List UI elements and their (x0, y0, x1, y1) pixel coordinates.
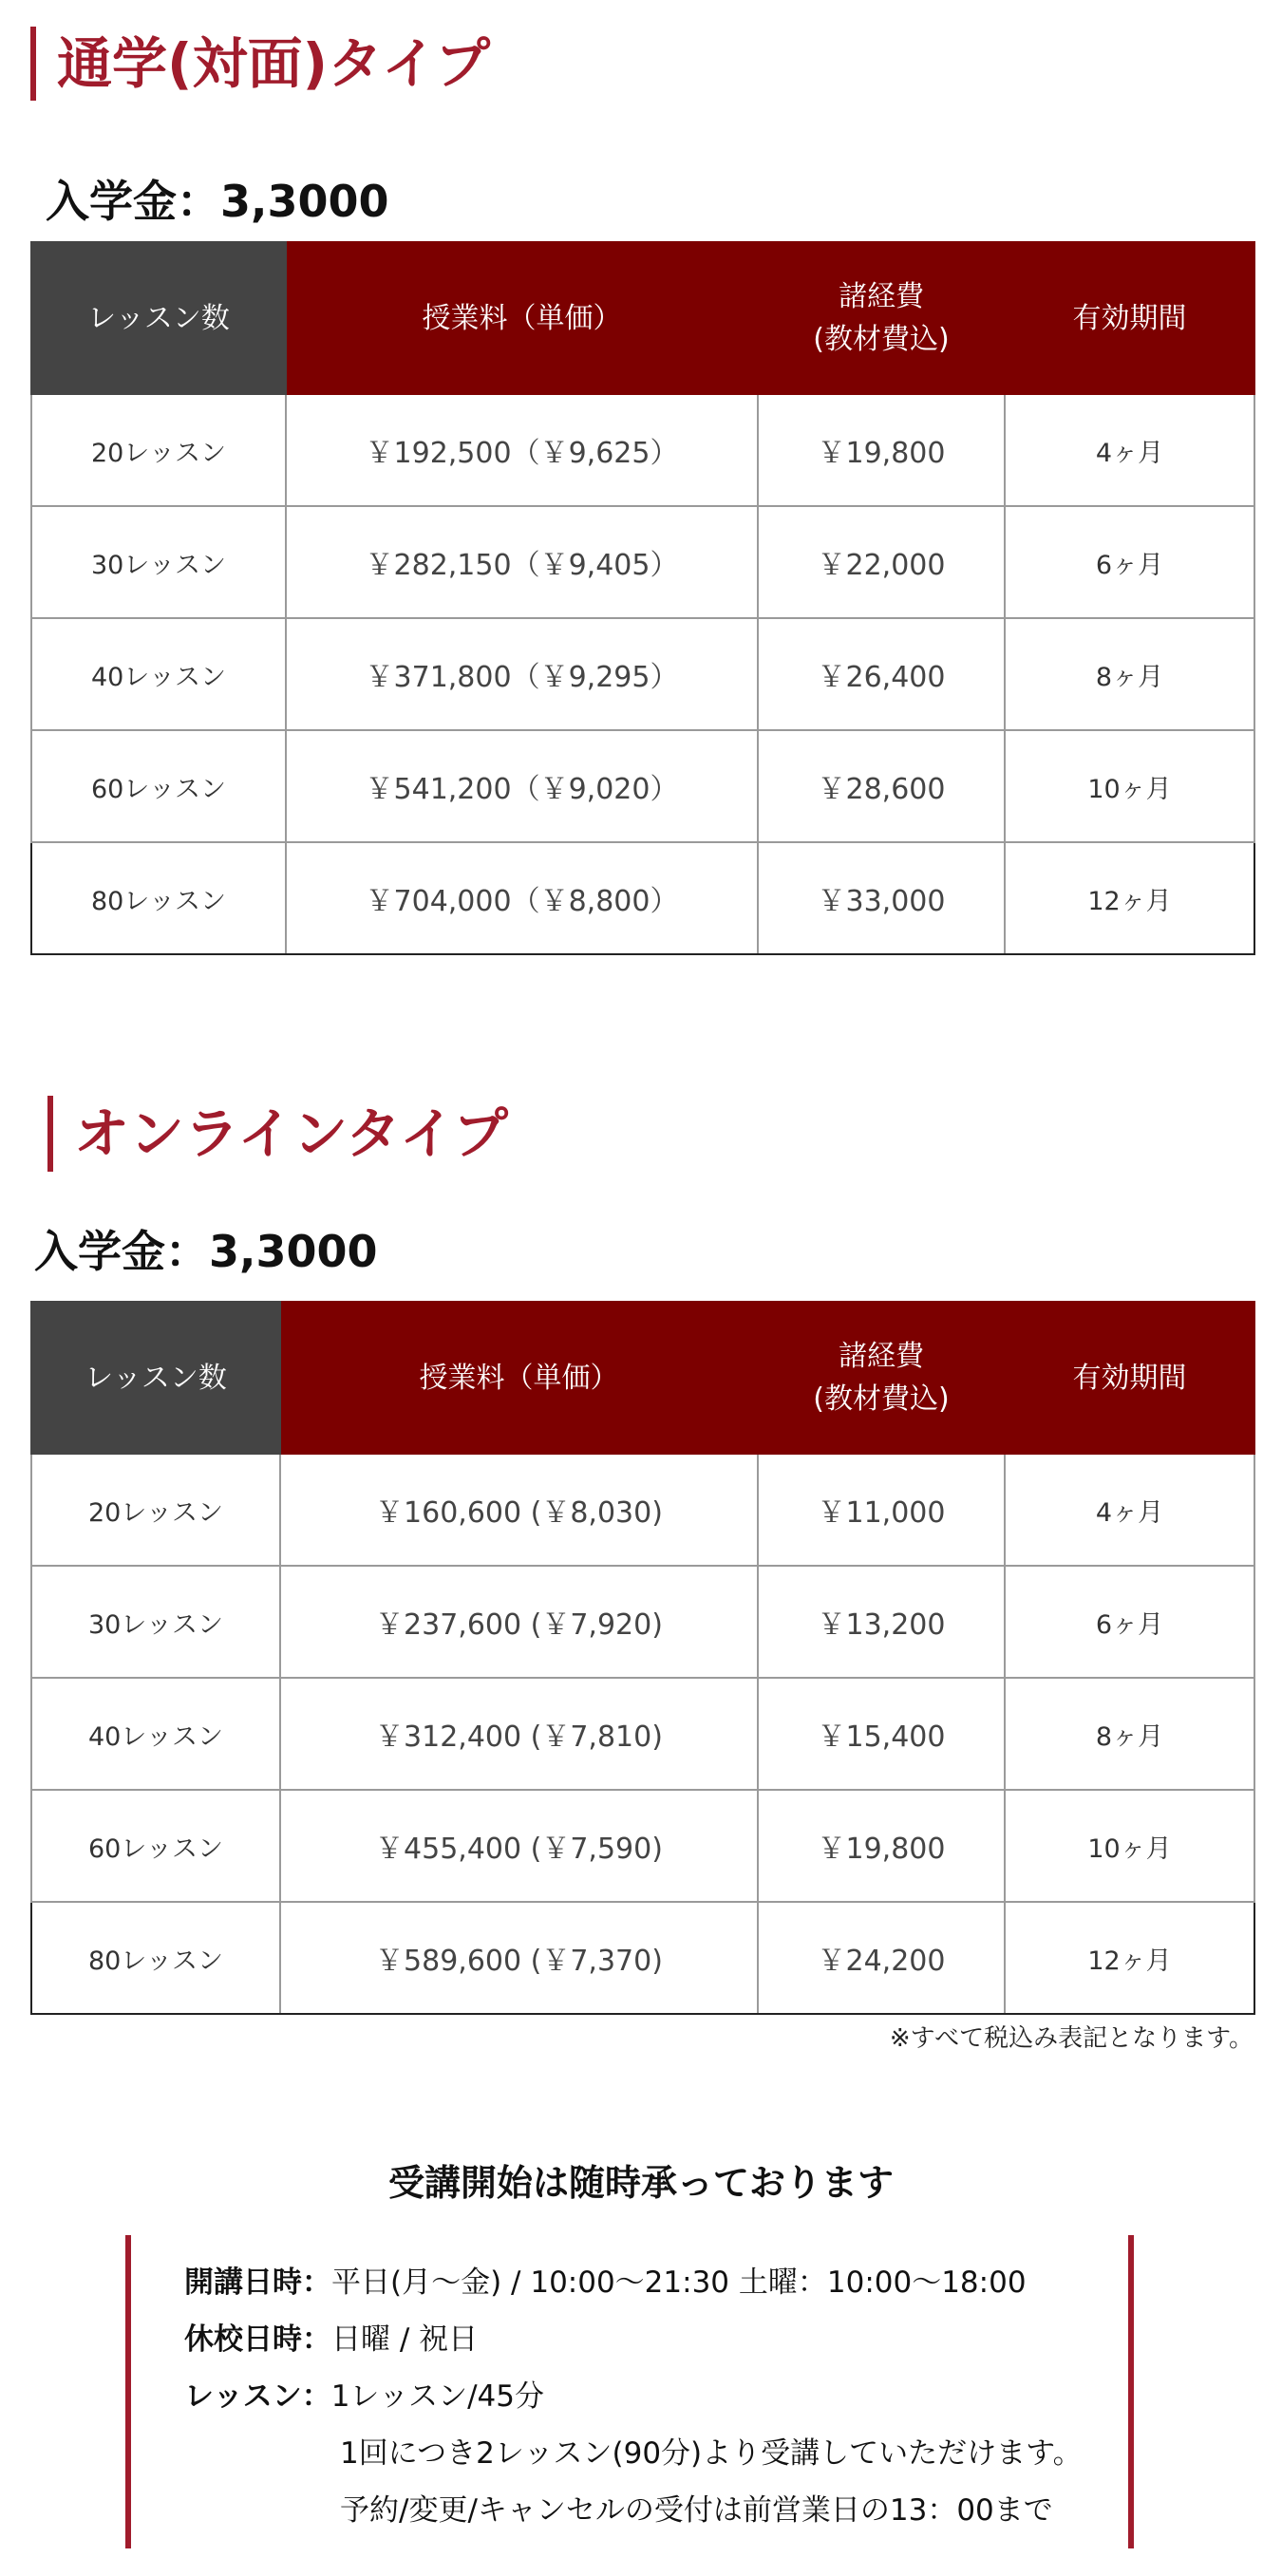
hours-value: 平日(月〜金) / 10:00〜21:30 土曜：10:00〜18:00 (331, 2266, 1027, 2300)
notice-title: 受講開始は随時承っております (387, 2162, 894, 2204)
header-period: 有効期間 (1005, 1302, 1254, 1454)
cell-fee: ￥371,800（￥9,295） (286, 618, 758, 730)
table-row (31, 506, 1254, 618)
header-misc-line2: (教材費込) (813, 1382, 950, 1416)
cell-misc: ￥15,400 (758, 1678, 1005, 1790)
lesson-value: 1レッスン/45分 (330, 2379, 545, 2414)
closed-label: 休校日時： (184, 2322, 331, 2357)
closed-value: 日曜 / 祝日 (331, 2322, 479, 2357)
section-title-online (47, 1096, 508, 1172)
cell-misc: ￥11,000 (758, 1454, 1005, 1566)
section-title-text: オンラインタイプ (74, 1101, 509, 1166)
entry-fee-online: 入学金：3,3000 (34, 1226, 378, 1277)
cell-misc: ￥24,200 (758, 1902, 1005, 2014)
cell-misc: ￥22,000 (758, 506, 1005, 618)
cell-misc: ￥19,800 (758, 1790, 1005, 1902)
cell-lessons: 80レッスン (31, 842, 286, 954)
cell-fee: ￥312,400 (￥7,810) (280, 1678, 758, 1790)
info-row-closed (184, 2315, 478, 2358)
cell-period: 10ヶ月 (1005, 1790, 1254, 1902)
header-misc-line1: 諸経費 (839, 1340, 924, 1373)
cell-lessons: 60レッスン (31, 730, 286, 842)
table-row (31, 1566, 1254, 1678)
hours-label: 開講日時： (184, 2266, 331, 2300)
entry-fee-in-person: 入学金：3,3000 (46, 176, 389, 227)
cell-fee: ￥192,500（￥9,625） (286, 394, 758, 506)
cell-fee: ￥455,400 (￥7,590) (280, 1790, 758, 1902)
table-row (31, 1902, 1254, 2014)
lesson-note-2: 予約/変更/キャンセルの受付は前営業日の13：00まで (340, 2493, 1053, 2528)
info-row-lesson (184, 2372, 544, 2415)
lesson-label: レッスン： (184, 2379, 331, 2414)
header-period: 有効期間 (1005, 242, 1254, 394)
table-row (31, 1454, 1254, 1566)
cell-lessons: 30レッスン (31, 1566, 280, 1678)
header-misc (758, 1302, 1005, 1454)
cell-period: 12ヶ月 (1005, 842, 1254, 954)
table-row (31, 842, 1254, 954)
notice-box (125, 2235, 1134, 2548)
header-misc-line1: 諸経費 (839, 280, 924, 313)
table-header-row (31, 1302, 1254, 1454)
cell-period: 8ヶ月 (1005, 1678, 1254, 1790)
cell-lessons: 30レッスン (31, 506, 286, 618)
table-row (31, 1678, 1254, 1790)
header-fee: 授業料（単価） (280, 1302, 758, 1454)
price-table-in-person (30, 241, 1255, 955)
table-row (31, 394, 1254, 506)
header-misc (758, 242, 1005, 394)
price-table-online (30, 1301, 1255, 2015)
table-row (31, 618, 1254, 730)
table-row (31, 730, 1254, 842)
cell-fee: ￥541,200（￥9,020） (286, 730, 758, 842)
table-header-row (31, 242, 1254, 394)
cell-period: 4ヶ月 (1005, 394, 1254, 506)
cell-lessons: 20レッスン (31, 1454, 280, 1566)
cell-period: 6ヶ月 (1005, 1566, 1254, 1678)
cell-period: 12ヶ月 (1005, 1902, 1254, 2014)
cell-fee: ￥589,600 (￥7,370) (280, 1902, 758, 2014)
cell-fee: ￥282,150（￥9,405） (286, 506, 758, 618)
cell-misc: ￥19,800 (758, 394, 1005, 506)
cell-period: 10ヶ月 (1005, 730, 1254, 842)
info-row-hours (184, 2258, 1027, 2301)
cell-period: 4ヶ月 (1005, 1454, 1254, 1566)
lesson-note-1: 1回につき2レッスン(90分)より受講していただけます。 (340, 2436, 1083, 2471)
cell-period: 6ヶ月 (1005, 506, 1254, 618)
header-fee: 授業料（単価） (286, 242, 758, 394)
cell-misc: ￥33,000 (758, 842, 1005, 954)
cell-lessons: 80レッスン (31, 1902, 280, 2014)
cell-lessons: 20レッスン (31, 394, 286, 506)
cell-lessons: 40レッスン (31, 618, 286, 730)
cell-fee: ￥160,600 (￥8,030) (280, 1454, 758, 1566)
cell-fee: ￥704,000（￥8,800） (286, 842, 758, 954)
header-lessons: レッスン数 (31, 242, 286, 394)
table-row (31, 1790, 1254, 1902)
header-misc-line2: (教材費込) (813, 323, 950, 356)
cell-misc: ￥26,400 (758, 618, 1005, 730)
cell-fee: ￥237,600 (￥7,920) (280, 1566, 758, 1678)
header-lessons: レッスン数 (31, 1302, 280, 1454)
cell-misc: ￥28,600 (758, 730, 1005, 842)
cell-misc: ￥13,200 (758, 1566, 1005, 1678)
section-title-in-person (30, 27, 490, 101)
tax-note: ※すべて税込み表記となります。 (889, 2024, 1254, 2053)
cell-lessons: 40レッスン (31, 1678, 280, 1790)
cell-lessons: 60レッスン (31, 1790, 280, 1902)
cell-period: 8ヶ月 (1005, 618, 1254, 730)
section-title-text: 通学(対面)タイプ (57, 31, 491, 96)
